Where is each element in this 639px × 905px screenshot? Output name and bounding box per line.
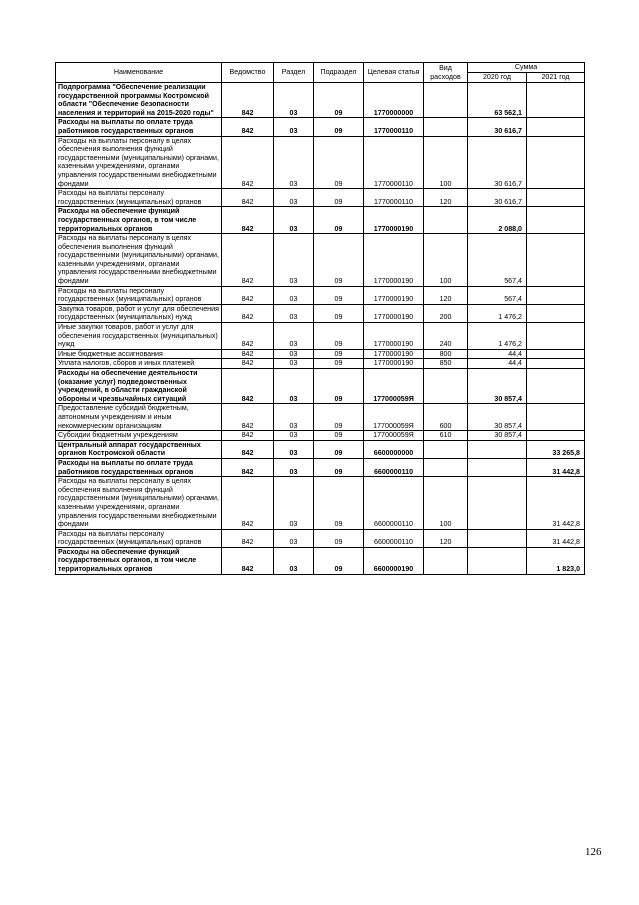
cell-target: 177000059Я bbox=[364, 404, 424, 431]
cell-y2020: 30 857,4 bbox=[468, 369, 527, 404]
cell-target: 177000059Я bbox=[364, 369, 424, 404]
cell-name: Расходы на выплаты персоналу государственных (муниципальных) органов bbox=[56, 286, 222, 304]
cell-dept: 842 bbox=[222, 286, 274, 304]
cell-y2020: 30 857,4 bbox=[468, 404, 527, 431]
header-name: Наименование bbox=[56, 63, 222, 83]
cell-section: 03 bbox=[274, 404, 314, 431]
cell-y2021: 31 442,8 bbox=[527, 477, 585, 530]
cell-y2021 bbox=[527, 369, 585, 404]
cell-dept: 842 bbox=[222, 207, 274, 234]
cell-y2020 bbox=[468, 440, 527, 458]
table-row bbox=[56, 234, 585, 287]
cell-section: 03 bbox=[274, 286, 314, 304]
cell-dept: 842 bbox=[222, 323, 274, 350]
header-target: Целевая статья bbox=[364, 63, 424, 83]
cell-section: 03 bbox=[274, 369, 314, 404]
cell-sub: 09 bbox=[314, 234, 364, 287]
cell-section: 03 bbox=[274, 136, 314, 189]
table-row bbox=[56, 477, 585, 530]
cell-target: 1770000190 bbox=[364, 286, 424, 304]
header-dept: Ведомство bbox=[222, 63, 274, 83]
table-row bbox=[56, 83, 585, 118]
table-row bbox=[56, 359, 585, 369]
cell-y2021 bbox=[527, 359, 585, 369]
cell-kind: 240 bbox=[424, 323, 468, 350]
cell-kind: 200 bbox=[424, 304, 468, 322]
cell-dept: 842 bbox=[222, 118, 274, 136]
cell-sub: 09 bbox=[314, 404, 364, 431]
cell-sub: 09 bbox=[314, 189, 364, 207]
cell-y2020 bbox=[468, 547, 527, 574]
cell-kind bbox=[424, 458, 468, 476]
cell-dept: 842 bbox=[222, 349, 274, 359]
header-2021: 2021 год bbox=[527, 73, 585, 83]
table-body bbox=[56, 83, 585, 575]
table-row bbox=[56, 136, 585, 189]
cell-sub: 09 bbox=[314, 458, 364, 476]
cell-kind bbox=[424, 118, 468, 136]
cell-target: 6600000110 bbox=[364, 458, 424, 476]
cell-section: 03 bbox=[274, 547, 314, 574]
cell-target: 1770000190 bbox=[364, 304, 424, 322]
table-row bbox=[56, 529, 585, 547]
cell-section: 03 bbox=[274, 431, 314, 441]
cell-name: Закупка товаров, работ и услуг для обеспечения государственных (муниципальных) нужд bbox=[56, 304, 222, 322]
cell-name: Центральный аппарат государственных органов Костромской области bbox=[56, 440, 222, 458]
cell-target: 1770000190 bbox=[364, 349, 424, 359]
cell-sub: 09 bbox=[314, 547, 364, 574]
cell-y2021: 1 823,0 bbox=[527, 547, 585, 574]
table-row bbox=[56, 458, 585, 476]
cell-sub: 09 bbox=[314, 286, 364, 304]
cell-section: 03 bbox=[274, 189, 314, 207]
cell-name: Субсидии бюджетным учреждениям bbox=[56, 431, 222, 441]
cell-section: 03 bbox=[274, 529, 314, 547]
cell-sub: 09 bbox=[314, 304, 364, 322]
cell-name: Иные закупки товаров, работ и услуг для обеспечения государственных (муниципальных) нужд bbox=[56, 323, 222, 350]
cell-name: Расходы на выплаты персоналу в целях обеспечения выполнения функций государственными (муниципальными) органами, казенными учреждениями, органами управления государственными внебюджетными фондами bbox=[56, 136, 222, 189]
budget-table-sheet bbox=[55, 62, 584, 575]
cell-sub: 09 bbox=[314, 529, 364, 547]
cell-y2021 bbox=[527, 349, 585, 359]
cell-name: Предоставление субсидий бюджетным, автономным учреждениям и иным некоммерческим организациям bbox=[56, 404, 222, 431]
table-row bbox=[56, 286, 585, 304]
cell-sub: 09 bbox=[314, 323, 364, 350]
cell-section: 03 bbox=[274, 118, 314, 136]
cell-name: Уплата налогов, сборов и иных платежей bbox=[56, 359, 222, 369]
cell-target: 1770000190 bbox=[364, 359, 424, 369]
cell-sub: 09 bbox=[314, 349, 364, 359]
table-row bbox=[56, 323, 585, 350]
cell-kind: 600 bbox=[424, 404, 468, 431]
cell-target: 1770000190 bbox=[364, 207, 424, 234]
cell-y2021 bbox=[527, 286, 585, 304]
cell-sub: 09 bbox=[314, 431, 364, 441]
cell-y2021 bbox=[527, 431, 585, 441]
cell-y2021 bbox=[527, 189, 585, 207]
cell-y2021 bbox=[527, 83, 585, 118]
cell-y2020 bbox=[468, 477, 527, 530]
cell-kind: 610 bbox=[424, 431, 468, 441]
cell-y2020 bbox=[468, 458, 527, 476]
cell-kind: 100 bbox=[424, 136, 468, 189]
cell-dept: 842 bbox=[222, 369, 274, 404]
cell-sub: 09 bbox=[314, 83, 364, 118]
cell-section: 03 bbox=[274, 458, 314, 476]
cell-y2021 bbox=[527, 323, 585, 350]
cell-section: 03 bbox=[274, 83, 314, 118]
cell-section: 03 bbox=[274, 477, 314, 530]
cell-kind: 100 bbox=[424, 234, 468, 287]
cell-y2021 bbox=[527, 404, 585, 431]
cell-section: 03 bbox=[274, 349, 314, 359]
table-row bbox=[56, 207, 585, 234]
cell-y2020: 63 562,1 bbox=[468, 83, 527, 118]
cell-section: 03 bbox=[274, 323, 314, 350]
header-subsection: Подраздел bbox=[314, 63, 364, 83]
cell-dept: 842 bbox=[222, 404, 274, 431]
cell-sub: 09 bbox=[314, 359, 364, 369]
cell-dept: 842 bbox=[222, 189, 274, 207]
table-row bbox=[56, 349, 585, 359]
cell-y2020: 30 616,7 bbox=[468, 118, 527, 136]
cell-section: 03 bbox=[274, 207, 314, 234]
cell-y2021 bbox=[527, 207, 585, 234]
cell-y2021 bbox=[527, 118, 585, 136]
cell-kind: 120 bbox=[424, 286, 468, 304]
cell-sub: 09 bbox=[314, 477, 364, 530]
cell-sub: 09 bbox=[314, 118, 364, 136]
cell-y2020: 1 476,2 bbox=[468, 323, 527, 350]
cell-dept: 842 bbox=[222, 431, 274, 441]
cell-name: Расходы на выплаты персоналу государственных (муниципальных) органов bbox=[56, 189, 222, 207]
budget-table bbox=[55, 62, 585, 575]
cell-name: Расходы на выплаты по оплате труда работников государственных органов bbox=[56, 118, 222, 136]
table-row bbox=[56, 189, 585, 207]
cell-section: 03 bbox=[274, 234, 314, 287]
cell-y2020: 2 088,0 bbox=[468, 207, 527, 234]
cell-kind bbox=[424, 83, 468, 118]
cell-section: 03 bbox=[274, 304, 314, 322]
cell-y2021: 33 265,8 bbox=[527, 440, 585, 458]
cell-y2020: 1 476,2 bbox=[468, 304, 527, 322]
cell-target: 1770000110 bbox=[364, 118, 424, 136]
table-row bbox=[56, 431, 585, 441]
cell-kind bbox=[424, 369, 468, 404]
cell-y2021: 31 442,8 bbox=[527, 458, 585, 476]
cell-target: 6600000190 bbox=[364, 547, 424, 574]
cell-sub: 09 bbox=[314, 369, 364, 404]
cell-sub: 09 bbox=[314, 440, 364, 458]
table-row bbox=[56, 440, 585, 458]
cell-target: 1770000000 bbox=[364, 83, 424, 118]
cell-kind bbox=[424, 207, 468, 234]
header-sum: Сумма bbox=[468, 63, 585, 73]
cell-dept: 842 bbox=[222, 529, 274, 547]
cell-y2021 bbox=[527, 136, 585, 189]
cell-dept: 842 bbox=[222, 547, 274, 574]
cell-target: 6600000110 bbox=[364, 477, 424, 530]
cell-kind: 850 bbox=[424, 359, 468, 369]
cell-target: 177000059Я bbox=[364, 431, 424, 441]
cell-section: 03 bbox=[274, 440, 314, 458]
cell-target: 1770000190 bbox=[364, 323, 424, 350]
cell-target: 1770000190 bbox=[364, 234, 424, 287]
table-row bbox=[56, 547, 585, 574]
table-row bbox=[56, 404, 585, 431]
cell-dept: 842 bbox=[222, 304, 274, 322]
cell-dept: 842 bbox=[222, 234, 274, 287]
cell-target: 6600000000 bbox=[364, 440, 424, 458]
cell-y2020: 30 857,4 bbox=[468, 431, 527, 441]
cell-kind bbox=[424, 440, 468, 458]
cell-kind: 120 bbox=[424, 189, 468, 207]
cell-y2020: 44,4 bbox=[468, 349, 527, 359]
table-row bbox=[56, 118, 585, 136]
cell-y2021 bbox=[527, 304, 585, 322]
cell-dept: 842 bbox=[222, 458, 274, 476]
page-number: 126 bbox=[585, 846, 602, 858]
cell-y2020: 30 616,7 bbox=[468, 136, 527, 189]
cell-name: Расходы на обеспечение деятельности (оказание услуг) подведомственных учреждений, в области гражданской обороны и чрезвычайных ситуаций bbox=[56, 369, 222, 404]
cell-name: Расходы на выплаты персоналу в целях обеспечения выполнения функций государственными (муниципальными) органами, казенными учреждениями, органами управления государственными внебюджетными фондами bbox=[56, 477, 222, 530]
cell-name: Иные бюджетные ассигнования bbox=[56, 349, 222, 359]
cell-target: 1770000110 bbox=[364, 136, 424, 189]
cell-y2020: 567,4 bbox=[468, 286, 527, 304]
table-row bbox=[56, 304, 585, 322]
cell-dept: 842 bbox=[222, 359, 274, 369]
cell-name: Расходы на выплаты персоналу государственных (муниципальных) органов bbox=[56, 529, 222, 547]
cell-y2020 bbox=[468, 529, 527, 547]
cell-dept: 842 bbox=[222, 440, 274, 458]
cell-sub: 09 bbox=[314, 136, 364, 189]
cell-target: 6600000110 bbox=[364, 529, 424, 547]
cell-section: 03 bbox=[274, 359, 314, 369]
cell-y2020: 567,4 bbox=[468, 234, 527, 287]
cell-name: Расходы на выплаты персоналу в целях обеспечения выполнения функций государственными (муниципальными) органами, казенными учреждениями, органами управления государственными внебюджетными фондами bbox=[56, 234, 222, 287]
cell-name: Подпрограмма "Обеспечение реализации государственной программы Костромской области "Обеспечение безопасности населения и территорий на 2015-2020 годы" bbox=[56, 83, 222, 118]
cell-y2021: 31 442,8 bbox=[527, 529, 585, 547]
cell-kind: 800 bbox=[424, 349, 468, 359]
cell-sub: 09 bbox=[314, 207, 364, 234]
table-row bbox=[56, 369, 585, 404]
cell-y2020: 30 616,7 bbox=[468, 189, 527, 207]
cell-y2021 bbox=[527, 234, 585, 287]
cell-name: Расходы на обеспечение функций государственных органов, в том числе территориальных органов bbox=[56, 207, 222, 234]
cell-name: Расходы на выплаты по оплате труда работников государственных органов bbox=[56, 458, 222, 476]
cell-kind: 100 bbox=[424, 477, 468, 530]
header-section: Раздел bbox=[274, 63, 314, 83]
header-2020: 2020 год bbox=[468, 73, 527, 83]
header-kind: Вид расходов bbox=[424, 63, 468, 83]
cell-kind bbox=[424, 547, 468, 574]
cell-dept: 842 bbox=[222, 136, 274, 189]
cell-target: 1770000110 bbox=[364, 189, 424, 207]
cell-name: Расходы на обеспечение функций государственных органов, в том числе территориальных органов bbox=[56, 547, 222, 574]
cell-kind: 120 bbox=[424, 529, 468, 547]
cell-dept: 842 bbox=[222, 83, 274, 118]
cell-dept: 842 bbox=[222, 477, 274, 530]
cell-y2020: 44,4 bbox=[468, 359, 527, 369]
